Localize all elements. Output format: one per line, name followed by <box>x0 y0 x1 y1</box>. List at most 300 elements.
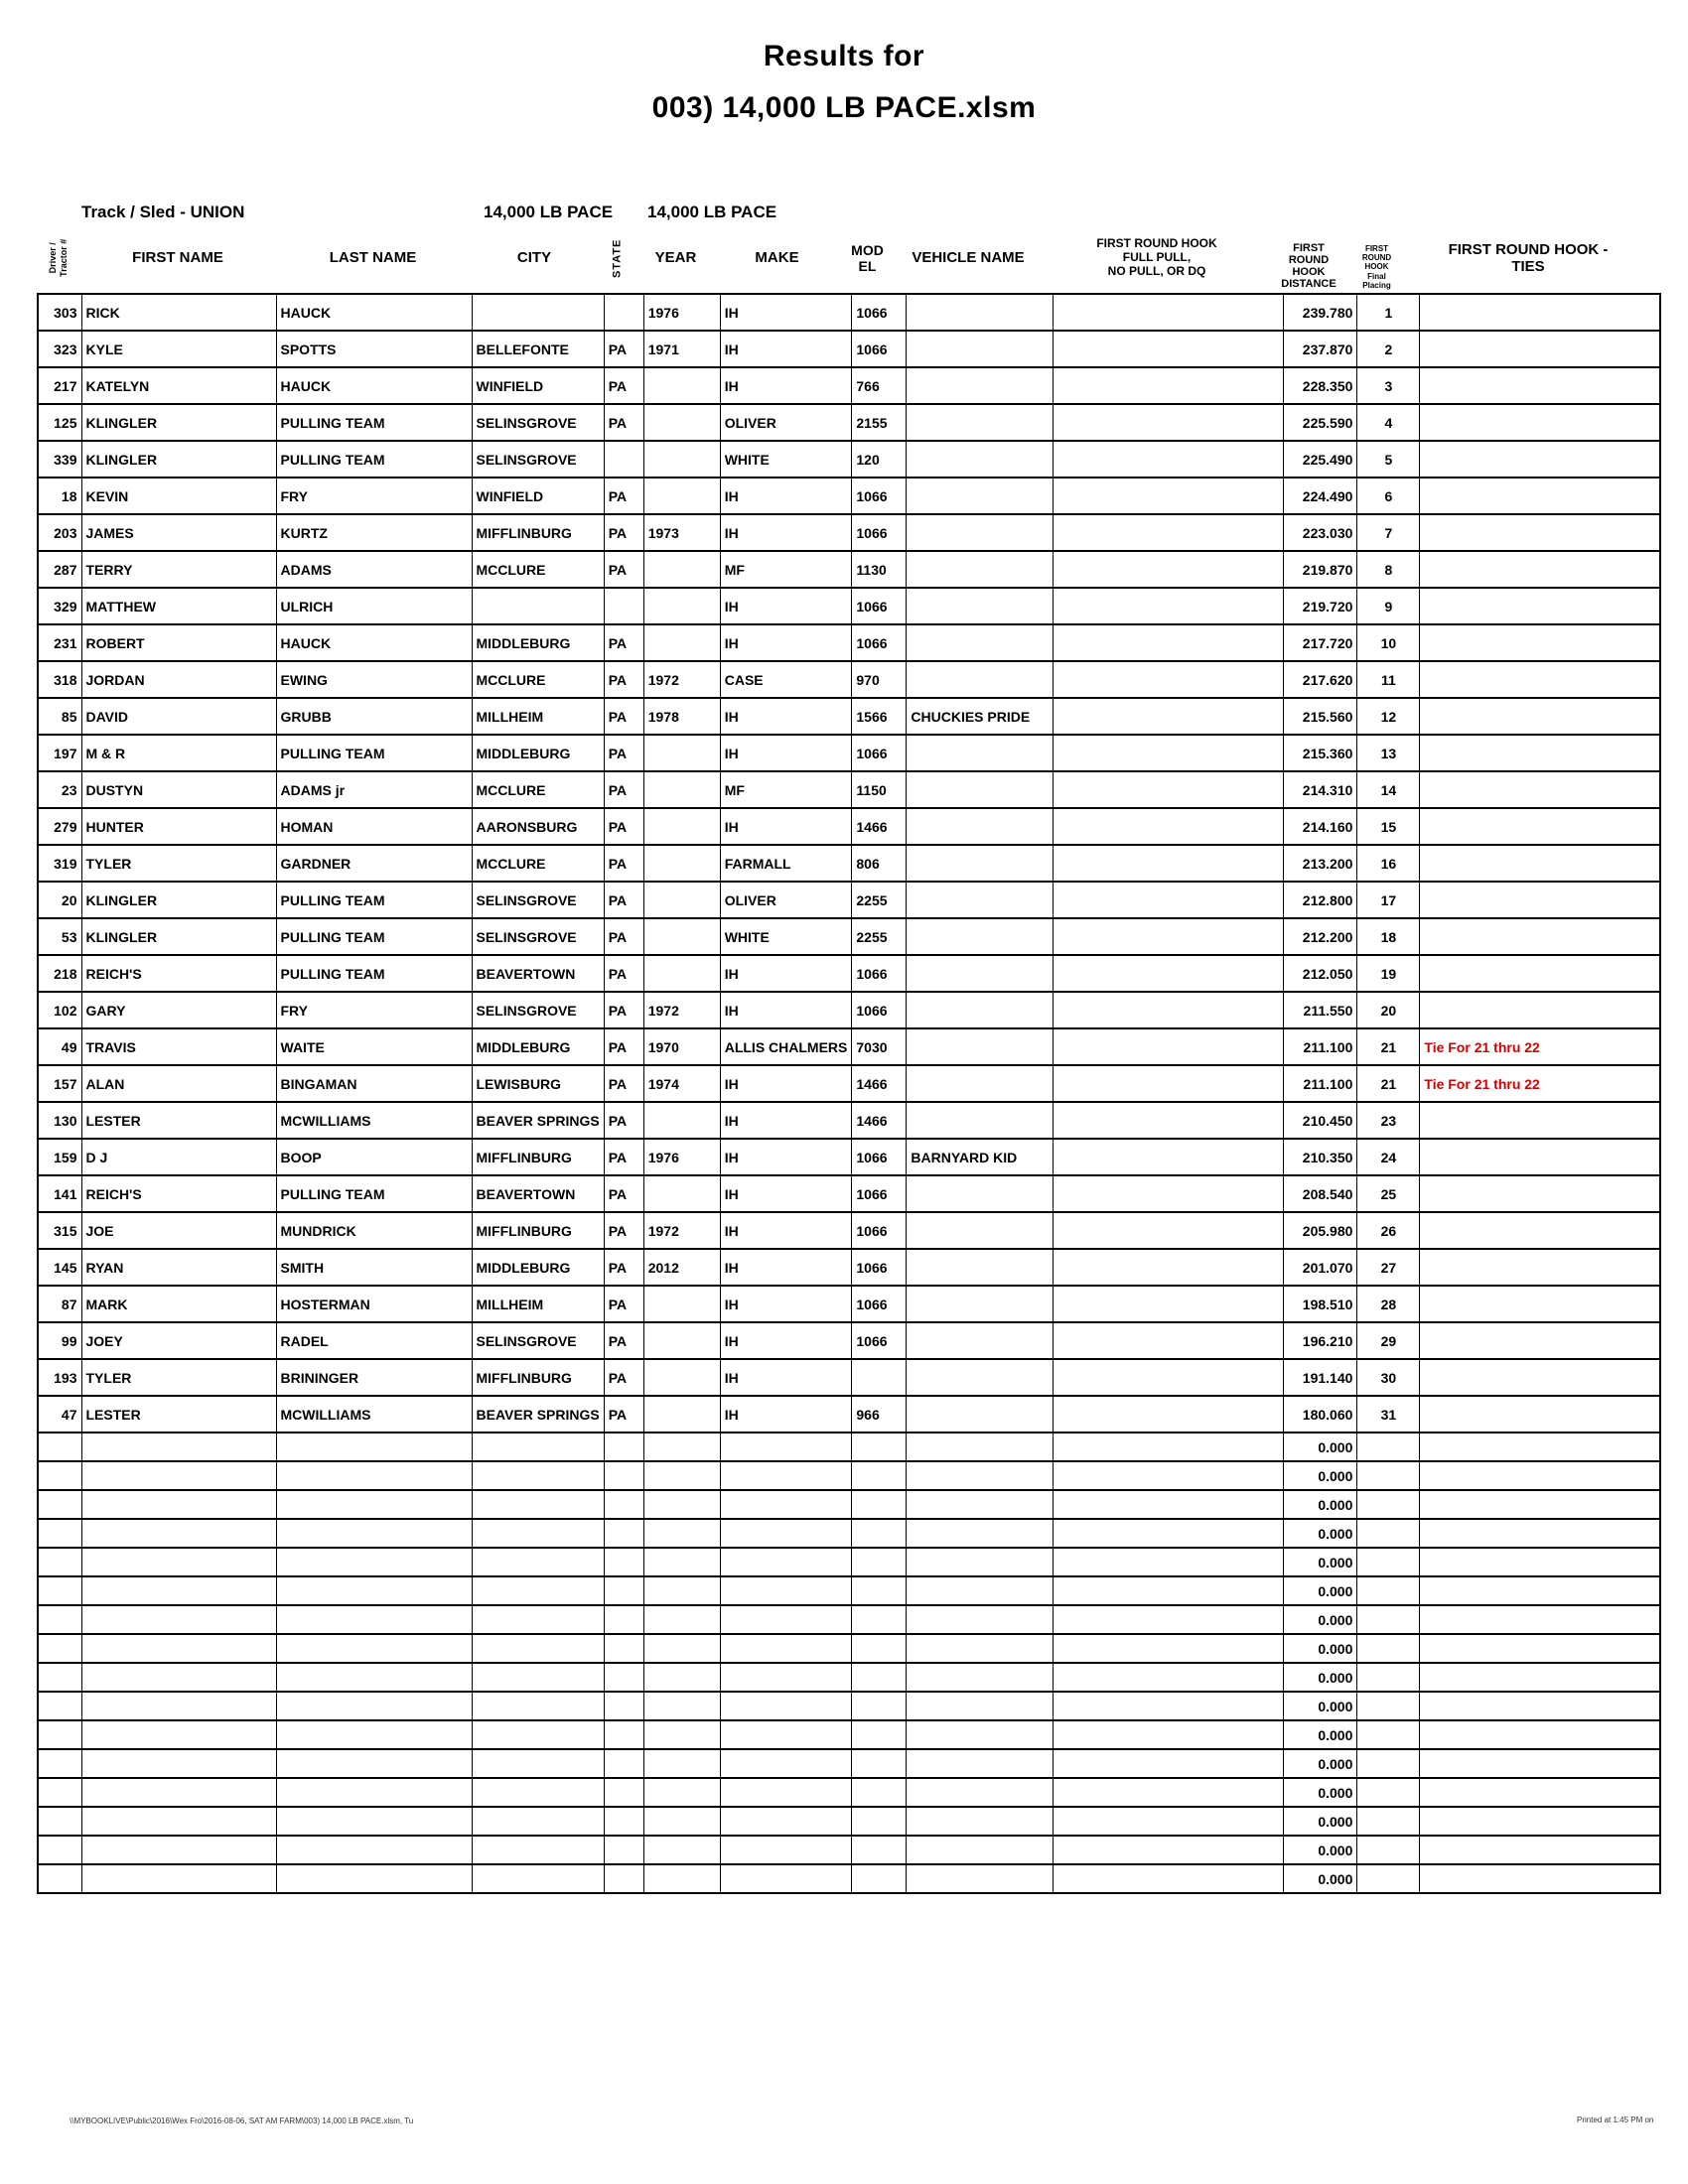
cell-city: MIFFLINBURG <box>472 514 604 551</box>
cell-distance: 211.100 <box>1284 1028 1357 1065</box>
cell-year <box>643 624 720 661</box>
cell-distance: 0.000 <box>1284 1548 1357 1576</box>
table-row <box>38 1749 1660 1778</box>
cell-num <box>38 1634 81 1663</box>
table-row <box>38 735 1660 771</box>
cell-hook <box>1054 1249 1284 1286</box>
cell-vehicle_name <box>907 1749 1054 1778</box>
cell-ties: Tie For 21 thru 22 <box>1420 1028 1660 1065</box>
cell-last_name: ULRICH <box>276 588 472 624</box>
cell-ties <box>1420 992 1660 1028</box>
cell-distance: 211.550 <box>1284 992 1357 1028</box>
cell-num: 99 <box>38 1322 81 1359</box>
col-header-vehicle-name: VEHICLE NAME <box>912 249 1025 267</box>
cell-make <box>720 1490 852 1519</box>
cell-year <box>643 1807 720 1836</box>
cell-city: BEAVERTOWN <box>472 1175 604 1212</box>
cell-state: PA <box>604 1139 643 1175</box>
cell-last_name: MCWILLIAMS <box>276 1396 472 1433</box>
cell-model: 1066 <box>852 1286 907 1322</box>
cell-distance: 225.590 <box>1284 404 1357 441</box>
cell-last_name <box>276 1778 472 1807</box>
cell-first_name <box>81 1720 276 1749</box>
table-row <box>38 624 1660 661</box>
cell-model <box>852 1433 907 1461</box>
cell-make <box>720 1836 852 1864</box>
cell-city: MILLHEIM <box>472 1286 604 1322</box>
table-row <box>38 771 1660 808</box>
cell-vehicle_name <box>907 624 1054 661</box>
cell-year: 1972 <box>643 661 720 698</box>
cell-make: IH <box>720 1175 852 1212</box>
cell-ties <box>1420 367 1660 404</box>
cell-city: SELINSGROVE <box>472 992 604 1028</box>
cell-last_name: ADAMS <box>276 551 472 588</box>
cell-state <box>604 1576 643 1605</box>
cell-make: WHITE <box>720 441 852 478</box>
table-row <box>38 1249 1660 1286</box>
cell-ties <box>1420 1605 1660 1634</box>
cell-make: IH <box>720 478 852 514</box>
cell-first_name <box>81 1548 276 1576</box>
cell-model: 1466 <box>852 1065 907 1102</box>
cell-year <box>643 1286 720 1322</box>
cell-year <box>643 808 720 845</box>
cell-hook <box>1054 1139 1284 1175</box>
col-header-ties: FIRST ROUND HOOK - TIES <box>1448 240 1609 275</box>
table-row <box>38 1461 1660 1490</box>
cell-make <box>720 1605 852 1634</box>
cell-last_name: PULLING TEAM <box>276 918 472 955</box>
cell-distance: 217.720 <box>1284 624 1357 661</box>
cell-distance: 225.490 <box>1284 441 1357 478</box>
cell-num <box>38 1778 81 1807</box>
cell-distance: 198.510 <box>1284 1286 1357 1322</box>
cell-city: MCCLURE <box>472 551 604 588</box>
cell-city: AARONSBURG <box>472 808 604 845</box>
cell-first_name: MATTHEW <box>81 588 276 624</box>
cell-ties <box>1420 1663 1660 1692</box>
cell-num: 49 <box>38 1028 81 1065</box>
cell-last_name <box>276 1461 472 1490</box>
cell-first_name: TYLER <box>81 845 276 882</box>
cell-first_name <box>81 1433 276 1461</box>
cell-make: WHITE <box>720 918 852 955</box>
table-row <box>38 1065 1660 1102</box>
table-row <box>38 1605 1660 1634</box>
cell-hook <box>1054 1605 1284 1634</box>
cell-num <box>38 1692 81 1720</box>
cell-hook <box>1054 441 1284 478</box>
cell-distance: 212.800 <box>1284 882 1357 918</box>
cell-city: SELINSGROVE <box>472 404 604 441</box>
class-label-2: 14,000 LB PACE <box>647 203 777 221</box>
cell-city: MIDDLEBURG <box>472 1249 604 1286</box>
table-row <box>38 551 1660 588</box>
cell-vehicle_name <box>907 918 1054 955</box>
table-row <box>38 478 1660 514</box>
cell-make: IH <box>720 1396 852 1433</box>
cell-num: 318 <box>38 661 81 698</box>
cell-vehicle_name <box>907 1519 1054 1548</box>
cell-hook <box>1054 1433 1284 1461</box>
cell-city: SELINSGROVE <box>472 1322 604 1359</box>
cell-last_name: PULLING TEAM <box>276 441 472 478</box>
cell-model: 7030 <box>852 1028 907 1065</box>
cell-ties <box>1420 1139 1660 1175</box>
table-row <box>38 1102 1660 1139</box>
cell-placing <box>1357 1548 1420 1576</box>
cell-make <box>720 1519 852 1548</box>
cell-first_name: KLINGLER <box>81 404 276 441</box>
cell-last_name: RADEL <box>276 1322 472 1359</box>
cell-num: 141 <box>38 1175 81 1212</box>
cell-city <box>472 1749 604 1778</box>
cell-placing: 27 <box>1357 1249 1420 1286</box>
cell-last_name <box>276 1490 472 1519</box>
cell-vehicle_name <box>907 367 1054 404</box>
cell-first_name: M & R <box>81 735 276 771</box>
cell-hook <box>1054 918 1284 955</box>
cell-year: 1976 <box>643 294 720 331</box>
cell-hook <box>1054 294 1284 331</box>
cell-first_name: KLINGLER <box>81 441 276 478</box>
cell-first_name: KEVIN <box>81 478 276 514</box>
cell-state: PA <box>604 1286 643 1322</box>
table-row <box>38 992 1660 1028</box>
cell-first_name <box>81 1692 276 1720</box>
cell-state <box>604 1433 643 1461</box>
cell-first_name <box>81 1576 276 1605</box>
cell-placing: 9 <box>1357 588 1420 624</box>
cell-last_name <box>276 1663 472 1692</box>
cell-state <box>604 1749 643 1778</box>
cell-model <box>852 1864 907 1893</box>
cell-model <box>852 1634 907 1663</box>
cell-placing: 18 <box>1357 918 1420 955</box>
cell-city <box>472 1692 604 1720</box>
cell-state: PA <box>604 514 643 551</box>
cell-placing: 26 <box>1357 1212 1420 1249</box>
cell-distance: 224.490 <box>1284 478 1357 514</box>
cell-model <box>852 1720 907 1749</box>
cell-distance: 191.140 <box>1284 1359 1357 1396</box>
cell-vehicle_name <box>907 1807 1054 1836</box>
table-row <box>38 1396 1660 1433</box>
cell-distance: 211.100 <box>1284 1065 1357 1102</box>
cell-first_name <box>81 1634 276 1663</box>
cell-vehicle_name <box>907 1359 1054 1396</box>
cell-ties <box>1420 1461 1660 1490</box>
cell-distance: 212.200 <box>1284 918 1357 955</box>
cell-first_name: DAVID <box>81 698 276 735</box>
cell-placing <box>1357 1720 1420 1749</box>
cell-last_name: BOOP <box>276 1139 472 1175</box>
cell-hook <box>1054 1576 1284 1605</box>
cell-first_name: JOEY <box>81 1322 276 1359</box>
cell-vehicle_name <box>907 1778 1054 1807</box>
cell-num: 23 <box>38 771 81 808</box>
cell-ties <box>1420 1576 1660 1605</box>
cell-year <box>643 367 720 404</box>
cell-num: 197 <box>38 735 81 771</box>
cell-year <box>643 771 720 808</box>
cell-vehicle_name <box>907 882 1054 918</box>
cell-state <box>604 1720 643 1749</box>
cell-first_name <box>81 1749 276 1778</box>
cell-state: PA <box>604 992 643 1028</box>
cell-last_name: HAUCK <box>276 294 472 331</box>
cell-model <box>852 1692 907 1720</box>
cell-city <box>472 1778 604 1807</box>
cell-num <box>38 1548 81 1576</box>
cell-model <box>852 1663 907 1692</box>
cell-model <box>852 1548 907 1576</box>
cell-ties <box>1420 331 1660 367</box>
cell-city: SELINSGROVE <box>472 918 604 955</box>
cell-vehicle_name <box>907 1249 1054 1286</box>
cell-distance: 0.000 <box>1284 1692 1357 1720</box>
page-title-filename: 003) 14,000 LB PACE.xlsm <box>651 91 1037 124</box>
cell-ties <box>1420 1749 1660 1778</box>
cell-first_name: REICH'S <box>81 955 276 992</box>
cell-vehicle_name: CHUCKIES PRIDE <box>907 698 1054 735</box>
cell-state: PA <box>604 331 643 367</box>
cell-last_name <box>276 1692 472 1720</box>
cell-num: 130 <box>38 1102 81 1139</box>
cell-distance: 0.000 <box>1284 1490 1357 1519</box>
cell-ties <box>1420 478 1660 514</box>
cell-make: MF <box>720 771 852 808</box>
cell-city: MIDDLEBURG <box>472 1028 604 1065</box>
cell-model: 2255 <box>852 918 907 955</box>
cell-placing: 24 <box>1357 1139 1420 1175</box>
cell-model <box>852 1605 907 1634</box>
cell-vehicle_name <box>907 1396 1054 1433</box>
cell-placing: 23 <box>1357 1102 1420 1139</box>
cell-vehicle_name <box>907 1461 1054 1490</box>
table-row <box>38 1139 1660 1175</box>
cell-year <box>643 1749 720 1778</box>
cell-city: SELINSGROVE <box>472 882 604 918</box>
cell-city: MIFFLINBURG <box>472 1359 604 1396</box>
cell-vehicle_name: BARNYARD KID <box>907 1139 1054 1175</box>
cell-vehicle_name <box>907 1548 1054 1576</box>
cell-placing: 6 <box>1357 478 1420 514</box>
cell-model: 966 <box>852 1396 907 1433</box>
cell-last_name <box>276 1519 472 1548</box>
cell-num: 20 <box>38 882 81 918</box>
cell-year <box>643 1433 720 1461</box>
cell-year <box>643 478 720 514</box>
cell-city: MCCLURE <box>472 771 604 808</box>
cell-first_name <box>81 1490 276 1519</box>
cell-year <box>643 1663 720 1692</box>
cell-ties <box>1420 918 1660 955</box>
cell-num: 18 <box>38 478 81 514</box>
cell-ties <box>1420 735 1660 771</box>
cell-model: 1066 <box>852 1212 907 1249</box>
cell-vehicle_name <box>907 1212 1054 1249</box>
table-row <box>38 404 1660 441</box>
cell-num: 53 <box>38 918 81 955</box>
cell-hook <box>1054 808 1284 845</box>
cell-last_name <box>276 1576 472 1605</box>
cell-state: PA <box>604 1175 643 1212</box>
cell-hook <box>1054 1720 1284 1749</box>
cell-first_name: REICH'S <box>81 1175 276 1212</box>
cell-year: 1974 <box>643 1065 720 1102</box>
cell-vehicle_name <box>907 1028 1054 1065</box>
cell-make: IH <box>720 992 852 1028</box>
cell-model: 766 <box>852 367 907 404</box>
cell-vehicle_name <box>907 1663 1054 1692</box>
cell-model: 1066 <box>852 294 907 331</box>
cell-city <box>472 1605 604 1634</box>
col-header-city: CITY <box>516 249 552 267</box>
cell-first_name: KLINGLER <box>81 882 276 918</box>
cell-ties <box>1420 1490 1660 1519</box>
cell-last_name: PULLING TEAM <box>276 955 472 992</box>
cell-state <box>604 294 643 331</box>
cell-num: 159 <box>38 1139 81 1175</box>
cell-ties <box>1420 1836 1660 1864</box>
cell-placing <box>1357 1807 1420 1836</box>
cell-year <box>643 1396 720 1433</box>
cell-state: PA <box>604 771 643 808</box>
cell-placing: 10 <box>1357 624 1420 661</box>
cell-ties <box>1420 551 1660 588</box>
table-row <box>38 294 1660 331</box>
cell-placing <box>1357 1490 1420 1519</box>
cell-state: PA <box>604 698 643 735</box>
table-row <box>38 1864 1660 1893</box>
cell-vehicle_name <box>907 294 1054 331</box>
cell-vehicle_name <box>907 1102 1054 1139</box>
cell-placing: 2 <box>1357 331 1420 367</box>
cell-year <box>643 1778 720 1807</box>
cell-hook <box>1054 1490 1284 1519</box>
table-row <box>38 1322 1660 1359</box>
cell-hook <box>1054 1212 1284 1249</box>
cell-vehicle_name <box>907 404 1054 441</box>
cell-year: 1971 <box>643 331 720 367</box>
col-header-hook-distance: FIRST ROUND HOOK DISTANCE <box>1281 241 1336 290</box>
cell-last_name: FRY <box>276 992 472 1028</box>
cell-num: 125 <box>38 404 81 441</box>
table-row <box>38 1286 1660 1322</box>
cell-ties <box>1420 1634 1660 1663</box>
cell-distance: 0.000 <box>1284 1778 1357 1807</box>
cell-model: 1066 <box>852 1139 907 1175</box>
cell-make <box>720 1720 852 1749</box>
cell-hook <box>1054 1396 1284 1433</box>
cell-state <box>604 1461 643 1490</box>
cell-distance: 212.050 <box>1284 955 1357 992</box>
cell-make: IH <box>720 1249 852 1286</box>
cell-num: 329 <box>38 588 81 624</box>
cell-city: BELLEFONTE <box>472 331 604 367</box>
cell-city: BEAVER SPRINGS <box>472 1102 604 1139</box>
cell-placing: 8 <box>1357 551 1420 588</box>
cell-model <box>852 1778 907 1807</box>
cell-state: PA <box>604 1212 643 1249</box>
cell-distance: 219.720 <box>1284 588 1357 624</box>
cell-distance: 208.540 <box>1284 1175 1357 1212</box>
cell-state: PA <box>604 404 643 441</box>
cell-model: 1066 <box>852 735 907 771</box>
cell-num <box>38 1605 81 1634</box>
cell-placing <box>1357 1836 1420 1864</box>
cell-make: MF <box>720 551 852 588</box>
cell-make: IH <box>720 1102 852 1139</box>
cell-year <box>643 845 720 882</box>
cell-last_name: SMITH <box>276 1249 472 1286</box>
cell-ties <box>1420 661 1660 698</box>
cell-year <box>643 551 720 588</box>
cell-hook <box>1054 1359 1284 1396</box>
cell-hook <box>1054 1548 1284 1576</box>
cell-num: 287 <box>38 551 81 588</box>
cell-make: IH <box>720 1322 852 1359</box>
cell-vehicle_name <box>907 1490 1054 1519</box>
cell-make <box>720 1807 852 1836</box>
cell-placing: 5 <box>1357 441 1420 478</box>
cell-vehicle_name <box>907 1692 1054 1720</box>
cell-num: 323 <box>38 331 81 367</box>
cell-make: IH <box>720 367 852 404</box>
cell-hook <box>1054 1102 1284 1139</box>
cell-hook <box>1054 404 1284 441</box>
cell-ties <box>1420 1519 1660 1548</box>
table-row <box>38 1359 1660 1396</box>
cell-city: MCCLURE <box>472 845 604 882</box>
cell-model: 2155 <box>852 404 907 441</box>
table-row <box>38 698 1660 735</box>
cell-first_name: D J <box>81 1139 276 1175</box>
cell-hook <box>1054 1778 1284 1807</box>
cell-last_name: PULLING TEAM <box>276 404 472 441</box>
cell-make <box>720 1461 852 1490</box>
cell-model: 1066 <box>852 624 907 661</box>
cell-vehicle_name <box>907 1836 1054 1864</box>
cell-ties <box>1420 1433 1660 1461</box>
cell-distance: 217.620 <box>1284 661 1357 698</box>
cell-year <box>643 1490 720 1519</box>
cell-num: 145 <box>38 1249 81 1286</box>
cell-first_name: KYLE <box>81 331 276 367</box>
cell-first_name: RICK <box>81 294 276 331</box>
cell-distance: 0.000 <box>1284 1807 1357 1836</box>
cell-vehicle_name <box>907 331 1054 367</box>
cell-model <box>852 1359 907 1396</box>
cell-vehicle_name <box>907 588 1054 624</box>
col-header-final-placing: FIRST ROUND HOOK Final Placing <box>1361 244 1392 290</box>
cell-model: 1066 <box>852 955 907 992</box>
cell-first_name <box>81 1864 276 1893</box>
results-table <box>37 293 1661 1894</box>
cell-distance: 180.060 <box>1284 1396 1357 1433</box>
cell-vehicle_name <box>907 1322 1054 1359</box>
footer-file-path: \\MYBOOKLIVE\Public\2016\Wex Fro\2016-08-06, SAT AM FARM\003) 14,000 LB PACE.xlsm, Tu <box>70 2116 414 2125</box>
cell-ties <box>1420 771 1660 808</box>
cell-ties <box>1420 955 1660 992</box>
cell-placing: 21 <box>1357 1028 1420 1065</box>
cell-first_name <box>81 1778 276 1807</box>
cell-make <box>720 1778 852 1807</box>
col-header-make: MAKE <box>755 249 799 267</box>
cell-hook <box>1054 1749 1284 1778</box>
